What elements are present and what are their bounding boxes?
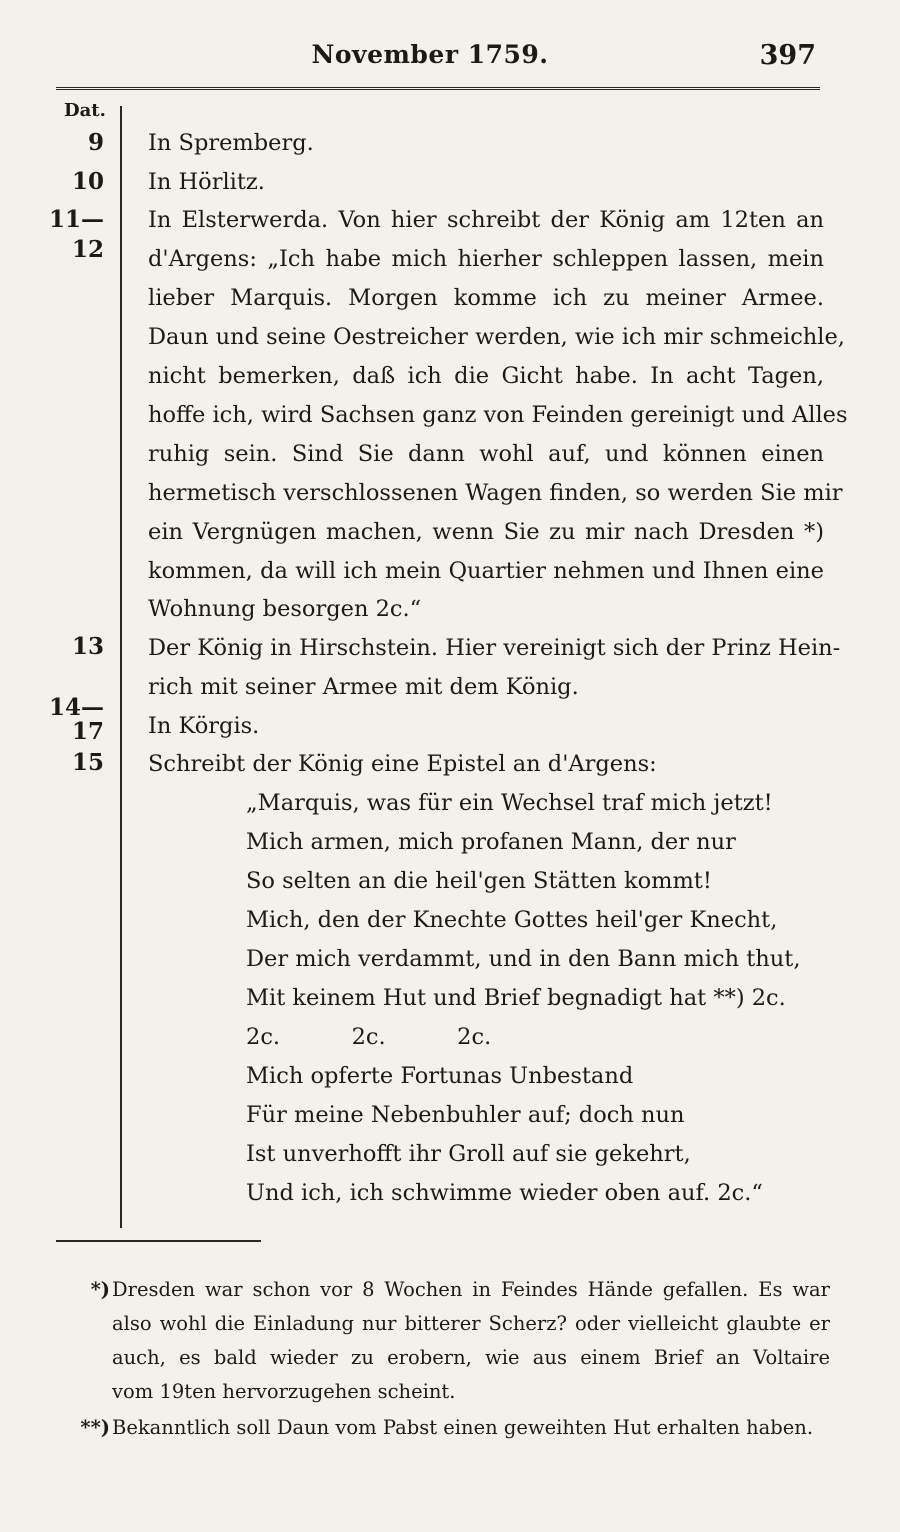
footnote-line: Bekanntlich soll Daun vom Pabst einen geweihten Hut erhalten haben. [112,1416,814,1439]
date-entry: 12 [71,236,104,263]
text-line: ruhig sein. Sind Sie dann wohl auf, und können einen [148,441,824,467]
date-entry: 11— [48,206,104,233]
text-line: In Spremberg. [148,130,314,156]
text-line: In Elsterwerda. Von hier schreibt der König am 12ten an [148,207,824,233]
footnote-line: also wohl die Einladung nur bitterer Scherz? oder vielleicht glaubte er [112,1312,830,1335]
date-entry: 9 [87,129,104,156]
text-line: In Hörlitz. [148,169,265,195]
verse-line: 2c. 2c. 2c. [246,1024,492,1050]
verse-line: Für meine Nebenbuhler auf; doch nun [246,1102,685,1128]
text-line: ein Vergnügen machen, wenn Sie zu mir nach Dresden *) [148,519,824,545]
date-entry: 10 [71,168,104,195]
verse-line: Und ich, ich schwimme wieder oben auf. 2c.“ [246,1180,763,1206]
text-line: In Körgis. [148,713,260,739]
verse-line: So selten an die heil'gen Stätten kommt! [246,868,712,894]
verse-line: Mit keinem Hut und Brief begnadigt hat **) 2c. [246,985,786,1011]
date-entry: 14— [48,694,104,721]
verse-line: Ist unverhofft ihr Groll auf sie gekehrt, [246,1141,691,1167]
text-line: Wohnung besorgen 2c.“ [148,596,422,622]
date-entry: 13 [71,633,104,660]
text-line: kommen, da will ich mein Quartier nehmen und Ihnen eine [148,558,824,584]
text-line: rich mit seiner Armee mit dem König. [148,674,579,700]
verse-line: Der mich verdammt, und in den Bann mich thut, [246,946,801,972]
footnote-marker: *) [90,1278,110,1301]
text-line: hoffe ich, wird Sachsen ganz von Feinden gereinigt und Alles [148,402,848,428]
text-line: lieber Marquis. Morgen komme ich zu meiner Armee. [148,285,824,311]
date-entry: 15 [71,749,104,776]
footnote-line: vom 19ten hervorzugehen scheint. [112,1380,456,1403]
running-header-title: November 1759. [311,40,549,69]
verse-line: „Marquis, was für ein Wechsel traf mich jetzt! [246,790,773,816]
text-line: Daun und seine Oestreicher werden, wie ich mir schmeichle, [148,324,845,350]
footnote-marker: **) [80,1416,110,1439]
text-line: Schreibt der König eine Epistel an d'Argens: [148,751,657,777]
text-line: hermetisch verschlossenen Wagen finden, so werden Sie mir [148,480,843,506]
date-column-label: Dat. [64,100,106,121]
page-number: 397 [759,40,816,71]
date-entry: 17 [71,718,104,745]
verse-line: Mich opferte Fortunas Unbestand [246,1063,634,1089]
footnote-line: auch, es bald wieder zu erobern, wie aus einem Brief an Voltaire [112,1346,830,1369]
verse-line: Mich, den der Knechte Gottes heil'ger Knecht, [246,907,778,933]
text-line: nicht bemerken, daß ich die Gicht habe. In acht Tagen, [148,363,824,389]
verse-line: Mich armen, mich profanen Mann, der nur [246,829,736,855]
footnote-line: Dresden war schon vor 8 Wochen in Feindes Hände gefallen. Es war [112,1278,830,1301]
text-line: d'Argens: „Ich habe mich hierher schleppen lassen, mein [148,246,824,272]
text-line: Der König in Hirschstein. Hier vereinigt sich der Prinz Hein- [148,635,841,661]
